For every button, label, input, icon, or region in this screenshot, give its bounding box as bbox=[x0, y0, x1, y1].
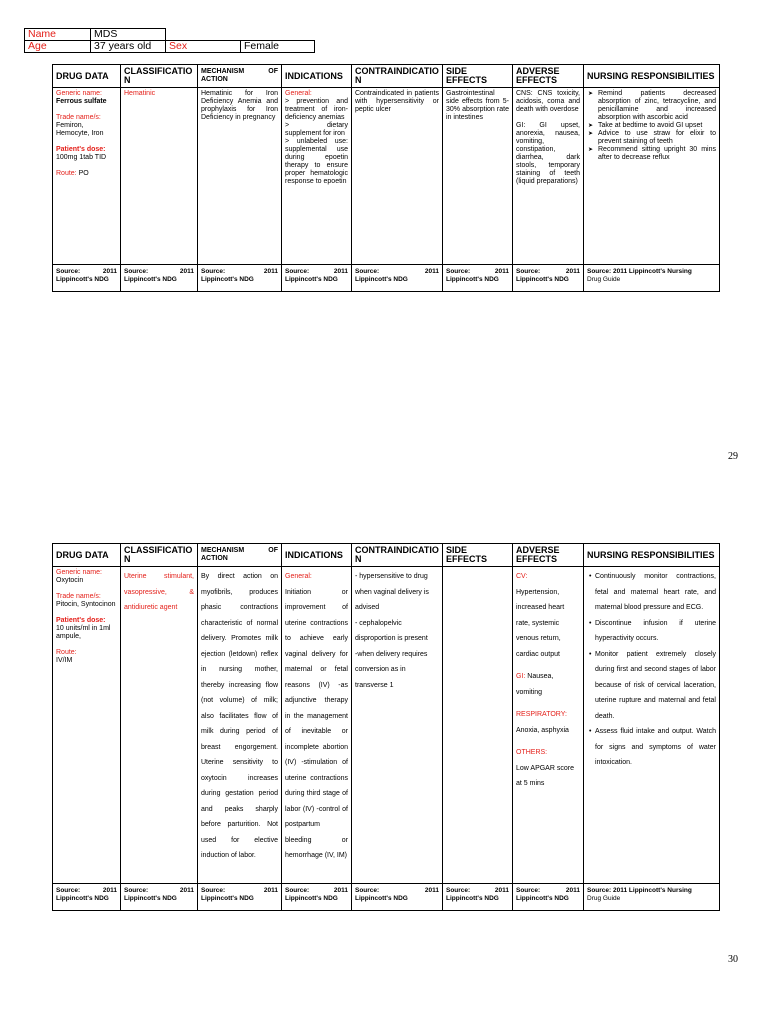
contraindication-cell: Contraindicated in patients with hypersensitivity or peptic ulcer bbox=[352, 88, 443, 265]
header-contraindication: CONTRAINDICATION bbox=[352, 544, 443, 567]
nursing-item: • Discontinue infusion if uterine hyperactivity occurs. bbox=[595, 616, 716, 647]
indications-cell bbox=[282, 88, 352, 265]
nursing-item: • Continuously monitor contractions, fetal and maternal heart rate, and maternal blood pressure and ECG. bbox=[595, 569, 716, 616]
route-label: Route: bbox=[56, 170, 77, 177]
adverse-others-label: OTHERS: bbox=[516, 749, 548, 756]
adverse-others-value: Low APGAR score at 5 mins bbox=[516, 764, 574, 787]
route-value: PO bbox=[78, 170, 89, 177]
source-cell: Source: 2011 Lippincott's NDG bbox=[443, 884, 513, 911]
age-value: 37 years old bbox=[91, 41, 166, 53]
indications-general-label: General: bbox=[285, 90, 312, 97]
header-side-effects: SIDE EFFECTS bbox=[443, 544, 513, 567]
patient-info-table bbox=[24, 28, 315, 53]
indications-cell bbox=[282, 567, 352, 884]
drug-table-oxytocin bbox=[52, 543, 720, 911]
source-cell: Source: 2011 Lippincott's NDG bbox=[121, 884, 198, 911]
header-contraindication: CONTRAINDICATION bbox=[352, 65, 443, 88]
drug-table-ferrous-sulfate bbox=[52, 64, 720, 292]
name-value: MDS bbox=[91, 29, 166, 41]
adverse-gi-value: Nausea, vomiting bbox=[516, 673, 554, 696]
indication-item: > prevention and treatment of iron-deficiency anemias bbox=[285, 98, 348, 121]
header-nursing-responsibilities: NURSING RESPONSIBILITIES bbox=[584, 544, 720, 567]
source-cell: Source: 2011 Lippincott's NDG bbox=[121, 265, 198, 292]
patient-dose-value: 100mg 1tab TID bbox=[56, 154, 107, 161]
header-mechanism: MECHANISM OF ACTION bbox=[198, 544, 282, 567]
name-label: Name bbox=[25, 29, 91, 41]
source-cell: Source: 2011 Lippincott's NDG bbox=[513, 884, 584, 911]
source-cell: Source: 2011 Lippincott's NDG bbox=[198, 265, 282, 292]
patient-dose-label: Patient's dose: bbox=[56, 146, 106, 153]
header-adverse-effects: ADVERSE EFFECTS bbox=[513, 544, 584, 567]
nursing-list bbox=[587, 90, 716, 162]
mechanism-cell: By direct action on myofibrils, produces phasic contractions characteristic of normal delivery. Promotes milk ejection (letdown) reflex in nursing mother, thereby increasing flow (not volume) of milk; also facilitates flow of milk during period of breast engorgement. Uterine sensitivity to oxytocin increases during gestation period and peaks sharply before parturition. Not used for elective induction of labor. bbox=[198, 567, 282, 884]
age-label: Age bbox=[25, 41, 91, 53]
source-cell: Source: 2011 Lippincott's NDG bbox=[53, 884, 121, 911]
contraindication-cell bbox=[352, 567, 443, 884]
trade-name-label: Trade name/s: bbox=[56, 593, 101, 600]
header-mechanism: MECHANISM OF ACTION bbox=[198, 65, 282, 88]
trade-name-label: Trade name/s: bbox=[56, 114, 101, 121]
source-cell: Source: 2011 Lippincott's NDG bbox=[513, 265, 584, 292]
generic-name-label: Generic name: bbox=[56, 90, 102, 97]
patient-dose-value: 10 units/ml in 1ml ampule, bbox=[56, 625, 111, 640]
header-classification: CLASSIFICATION bbox=[121, 65, 198, 88]
nursing-item: ➤ Remind patients decreased absorption of zinc, tetracycline, and penicillamine and increased absorption with ascorbic acid bbox=[598, 90, 716, 122]
side-effects-cell bbox=[443, 567, 513, 884]
header-drug-data: DRUG DATA bbox=[53, 65, 121, 88]
generic-name-label: Generic name: bbox=[56, 569, 102, 576]
contraindication-item: -when delivery requires conversion as in transverse 1 bbox=[355, 650, 428, 689]
nursing-item: ➤ Advice to use straw for elixir to prevent staining of teeth bbox=[598, 130, 716, 146]
source-cell: Source: 2011 Lippincott's NDG bbox=[352, 265, 443, 292]
header-side-effects: SIDE EFFECTS bbox=[443, 65, 513, 88]
contraindication-item: - hypersensitive to drug when vaginal delivery is advised bbox=[355, 573, 429, 611]
side-effects-cell: Gastrointestinal side effects from 5-30% absorption rate in intestines bbox=[443, 88, 513, 265]
nursing-item: ➤ Recommend sitting upright 30 mins after to decrease reflux bbox=[598, 146, 716, 162]
adverse-effects-cell bbox=[513, 567, 584, 884]
indications-body: Initiation or improvement of uterine contractions to achieve early vaginal delivery for maternal or fetal reasons (IV) -as adjunctive therapy in the management of inevitable or incomplete abortion (IV) -stimulation of uterine contractions during third stage of labor (IV) -control of postpartum bleeding or hemorrhage (IV, IM) bbox=[285, 588, 348, 859]
route-value: IV/IM bbox=[56, 657, 73, 664]
nursing-cell bbox=[584, 567, 720, 884]
adverse-cv-label: CV: bbox=[516, 573, 528, 580]
source-cell: Source: 2011 Lippincott's NDG bbox=[282, 884, 352, 911]
header-nursing-responsibilities: NURSING RESPONSIBILITIES bbox=[584, 65, 720, 88]
nursing-item: • Monitor patient extremely closely during first and second stages of labor because of risk of cervical laceration, uterine rupture and maternal and fetal death. bbox=[595, 647, 716, 725]
indication-item: > dietary supplement for iron bbox=[285, 122, 348, 137]
source-cell: Source: 2011 Lippincott's NDG bbox=[53, 265, 121, 292]
header-adverse-effects: ADVERSE EFFECTS bbox=[513, 65, 584, 88]
source-cell: Source: 2011 Lippincott's NDG bbox=[282, 265, 352, 292]
adverse-resp-value: Anoxia, asphyxia bbox=[516, 726, 569, 734]
patient-dose-label: Patient's dose: bbox=[56, 617, 106, 624]
nursing-list bbox=[587, 569, 716, 771]
drug-data-cell bbox=[53, 88, 121, 265]
nursing-item: ➤ Take at bedtime to avoid GI upset bbox=[598, 122, 716, 130]
classification-cell: Uterine stimulant, vasopressive, & antidiuretic agent bbox=[121, 567, 198, 884]
trade-name-value: Pitocin, Syntocinon bbox=[56, 601, 116, 608]
contraindication-item: - cephalopelvic disproportion is present bbox=[355, 619, 428, 642]
indications-general-label: General: bbox=[285, 573, 312, 580]
source-cell-nursing: Source: 2011 Lippincott's Nursing Drug Guide bbox=[584, 265, 720, 292]
drug-data-cell bbox=[53, 567, 121, 884]
indication-item: > unlabeled use: supplemental use during epoetin therapy to ensure proper hematologic response to epoetin bbox=[285, 138, 348, 185]
source-cell-nursing: Source: 2011 Lippincott's Nursing Drug Guide bbox=[584, 884, 720, 911]
adverse-effects-cell bbox=[513, 88, 584, 265]
sex-label: Sex bbox=[166, 41, 241, 53]
header-classification: CLASSIFICATION bbox=[121, 544, 198, 567]
header-drug-data: DRUG DATA bbox=[53, 544, 121, 567]
adverse-cv-value: Hypertension, increased heart rate, systemic venous return, cardiac output bbox=[516, 588, 565, 658]
header-indications: INDICATIONS bbox=[282, 65, 352, 88]
adverse-gi-label: GI: bbox=[516, 673, 526, 680]
header-indications: INDICATIONS bbox=[282, 544, 352, 567]
source-cell: Source: 2011 Lippincott's NDG bbox=[198, 884, 282, 911]
adverse-effect-gi: GI: GI upset, anorexia, nausea, vomiting, constipation, diarrhea, dark stools, temporary staining of teeth (liquid preparations) bbox=[516, 122, 580, 185]
sex-value: Female bbox=[241, 41, 315, 53]
route-label: Route: bbox=[56, 649, 77, 656]
generic-name-value: Ferrous sulfate bbox=[56, 98, 107, 105]
classification-cell: Hematinic bbox=[121, 88, 198, 265]
page-number: 30 bbox=[728, 954, 738, 965]
source-cell: Source: 2011 Lippincott's NDG bbox=[443, 265, 513, 292]
trade-name-value: Femiron, Hemocyte, Iron bbox=[56, 122, 104, 137]
nursing-item: • Assess fluid intake and output. Watch for signs and symptoms of water intoxication. bbox=[595, 724, 716, 771]
mechanism-cell: Hematinic for Iron Deficiency Anemia and prophylaxis for Iron Deficiency in pregnancy bbox=[198, 88, 282, 265]
adverse-effect-cns: CNS: CNS toxicity, acidosis, coma and death with overdose bbox=[516, 90, 580, 113]
page-number: 29 bbox=[728, 451, 738, 462]
nursing-cell bbox=[584, 88, 720, 265]
generic-name-value: Oxytocin bbox=[56, 577, 84, 584]
source-cell: Source: 2011 Lippincott's NDG bbox=[352, 884, 443, 911]
adverse-resp-label: RESPIRATORY: bbox=[516, 711, 567, 718]
